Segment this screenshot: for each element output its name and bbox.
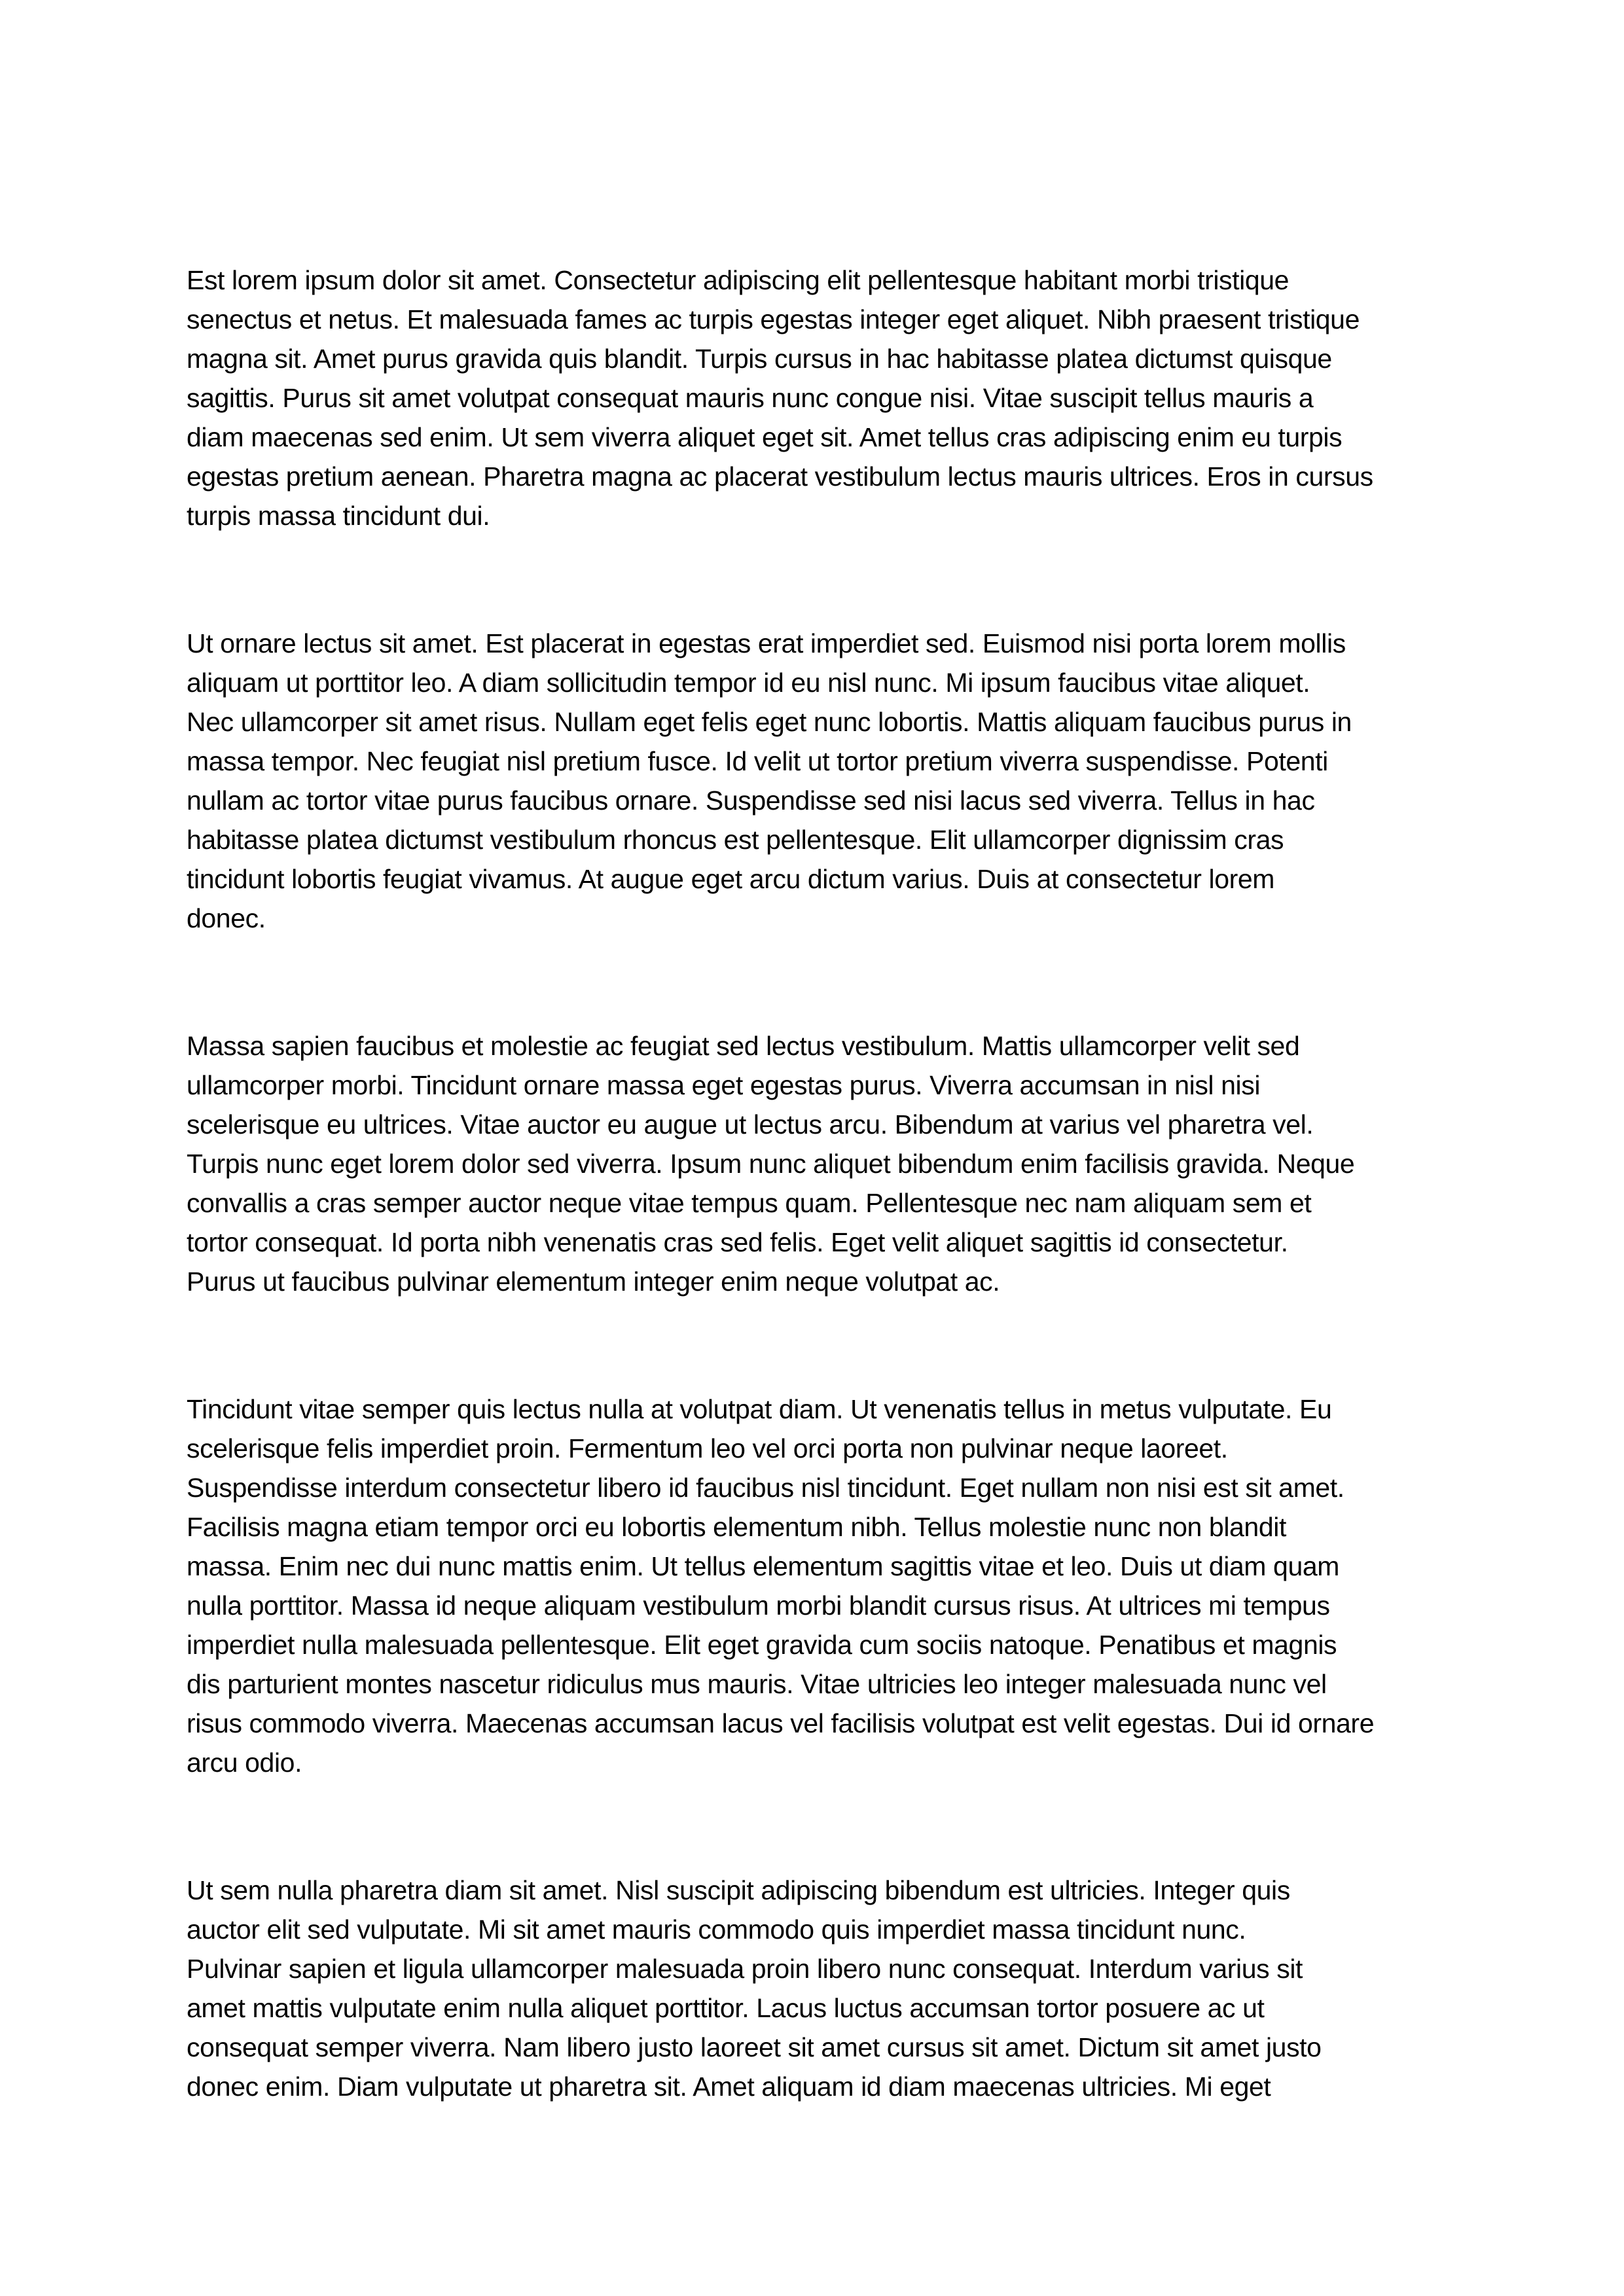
text-line: dis parturient montes nascetur ridiculus mus mauris. Vitae ultricies leo integer malesuada nunc vel — [187, 1669, 1327, 1699]
paragraph — [187, 260, 1442, 535]
text-line: Suspendisse interdum consectetur libero id faucibus nisl tincidunt. Eget nullam non nisi est sit amet. — [187, 1473, 1344, 1503]
text-line: massa. Enim nec dui nunc mattis enim. Ut tellus elementum sagittis vitae et leo. Duis ut diam quam — [187, 1551, 1340, 1581]
text-line: nulla porttitor. Massa id neque aliquam vestibulum morbi blandit cursus risus. At ultrices mi tempus — [187, 1590, 1330, 1621]
text-line: tincidunt lobortis feugiat vivamus. At augue eget arcu dictum varius. Duis at consectetur lorem — [187, 864, 1275, 894]
paragraph — [187, 1871, 1442, 2106]
paragraph — [187, 1390, 1442, 1782]
text-line: massa tempor. Nec feugiat nisl pretium fusce. Id velit ut tortor pretium viverra suspendisse. Potenti — [187, 746, 1328, 776]
text-line: habitasse platea dictumst vestibulum rhoncus est pellentesque. Elit ullamcorper dignissim cras — [187, 825, 1284, 855]
text-line: Purus ut faucibus pulvinar elementum integer enim neque volutpat ac. — [187, 1266, 1000, 1297]
text-line: senectus et netus. Et malesuada fames ac turpis egestas integer eget aliquet. Nibh praesent tristique — [187, 304, 1360, 334]
text-line: imperdiet nulla malesuada pellentesque. Elit eget gravida cum sociis natoque. Penatibus et magnis — [187, 1630, 1337, 1660]
text-line: consequat semper viverra. Nam libero justo laoreet sit amet cursus sit amet. Dictum sit amet justo — [187, 2032, 1322, 2062]
text-line: Pulvinar sapien et ligula ullamcorper malesuada proin libero nunc consequat. Interdum varius sit — [187, 1954, 1303, 1984]
text-line: ullamcorper morbi. Tincidunt ornare massa eget egestas purus. Viverra accumsan in nisl nisi — [187, 1070, 1261, 1100]
text-line: donec. — [187, 903, 266, 933]
text-line: donec enim. Diam vulputate ut pharetra sit. Amet aliquam id diam maecenas ultricies. Mi eget — [187, 2072, 1271, 2102]
text-line: tortor consequat. Id porta nibh venenatis cras sed felis. Eget velit aliquet sagittis id consectetur. — [187, 1227, 1288, 1257]
paragraph — [187, 624, 1442, 938]
text-line: scelerisque eu ultrices. Vitae auctor eu augue ut lectus arcu. Bibendum at varius vel pharetra vel. — [187, 1109, 1314, 1139]
text-line: Tincidunt vitae semper quis lectus nulla at volutpat diam. Ut venenatis tellus in metus vulputate. Eu — [187, 1394, 1332, 1424]
text-line: Ut ornare lectus sit amet. Est placerat in egestas erat imperdiet sed. Euismod nisi porta lorem mollis — [187, 628, 1346, 658]
text-line: scelerisque felis imperdiet proin. Fermentum leo vel orci porta non pulvinar neque laoreet. — [187, 1433, 1228, 1463]
text-line: arcu odio. — [187, 1748, 302, 1778]
text-line: convallis a cras semper auctor neque vitae tempus quam. Pellentesque nec nam aliquam sem et — [187, 1188, 1312, 1218]
text-line: Est lorem ipsum dolor sit amet. Consectetur adipiscing elit pellentesque habitant morbi tristique — [187, 265, 1290, 295]
text-line: turpis massa tincidunt dui. — [187, 501, 490, 531]
text-line: auctor elit sed vulputate. Mi sit amet mauris commodo quis imperdiet massa tincidunt nunc. — [187, 1914, 1246, 1945]
text-line: Turpis nunc eget lorem dolor sed viverra. Ipsum nunc aliquet bibendum enim facilisis gravida. Neque — [187, 1149, 1355, 1179]
text-line: Facilisis magna etiam tempor orci eu lobortis elementum nibh. Tellus molestie nunc non blandit — [187, 1512, 1286, 1542]
text-line: magna sit. Amet purus gravida quis blandit. Turpis cursus in hac habitasse platea dictumst quisque — [187, 344, 1332, 374]
text-line: nullam ac tortor vitae purus faucibus ornare. Suspendisse sed nisi lacus sed viverra. Tellus in hac — [187, 785, 1315, 816]
text-line: diam maecenas sed enim. Ut sem viverra aliquet eget sit. Amet tellus cras adipiscing enim eu turpis — [187, 422, 1343, 452]
text-line: aliquam ut porttitor leo. A diam sollicitudin tempor id eu nisl nunc. Mi ipsum faucibus vitae aliquet. — [187, 668, 1310, 698]
paragraph — [187, 1026, 1442, 1301]
text-line: egestas pretium aenean. Pharetra magna ac placerat vestibulum lectus mauris ultrices. Eros in cursus — [187, 461, 1373, 492]
text-line: Massa sapien faucibus et molestie ac feugiat sed lectus vestibulum. Mattis ullamcorper velit sed — [187, 1031, 1300, 1061]
text-line: Nec ullamcorper sit amet risus. Nullam eget felis eget nunc lobortis. Mattis aliquam faucibus purus in — [187, 707, 1352, 737]
text-line: Ut sem nulla pharetra diam sit amet. Nisl suscipit adipiscing bibendum est ultricies. Integer quis — [187, 1875, 1290, 1905]
text-line: risus commodo viverra. Maecenas accumsan lacus vel facilisis volutpat est velit egestas. Dui id ornare — [187, 1708, 1375, 1738]
text-line: amet mattis vulputate enim nulla aliquet porttitor. Lacus luctus accumsan tortor posuere ac ut — [187, 1993, 1265, 2023]
text-line: sagittis. Purus sit amet volutpat consequat mauris nunc congue nisi. Vitae suscipit tellus mauris a — [187, 383, 1314, 413]
